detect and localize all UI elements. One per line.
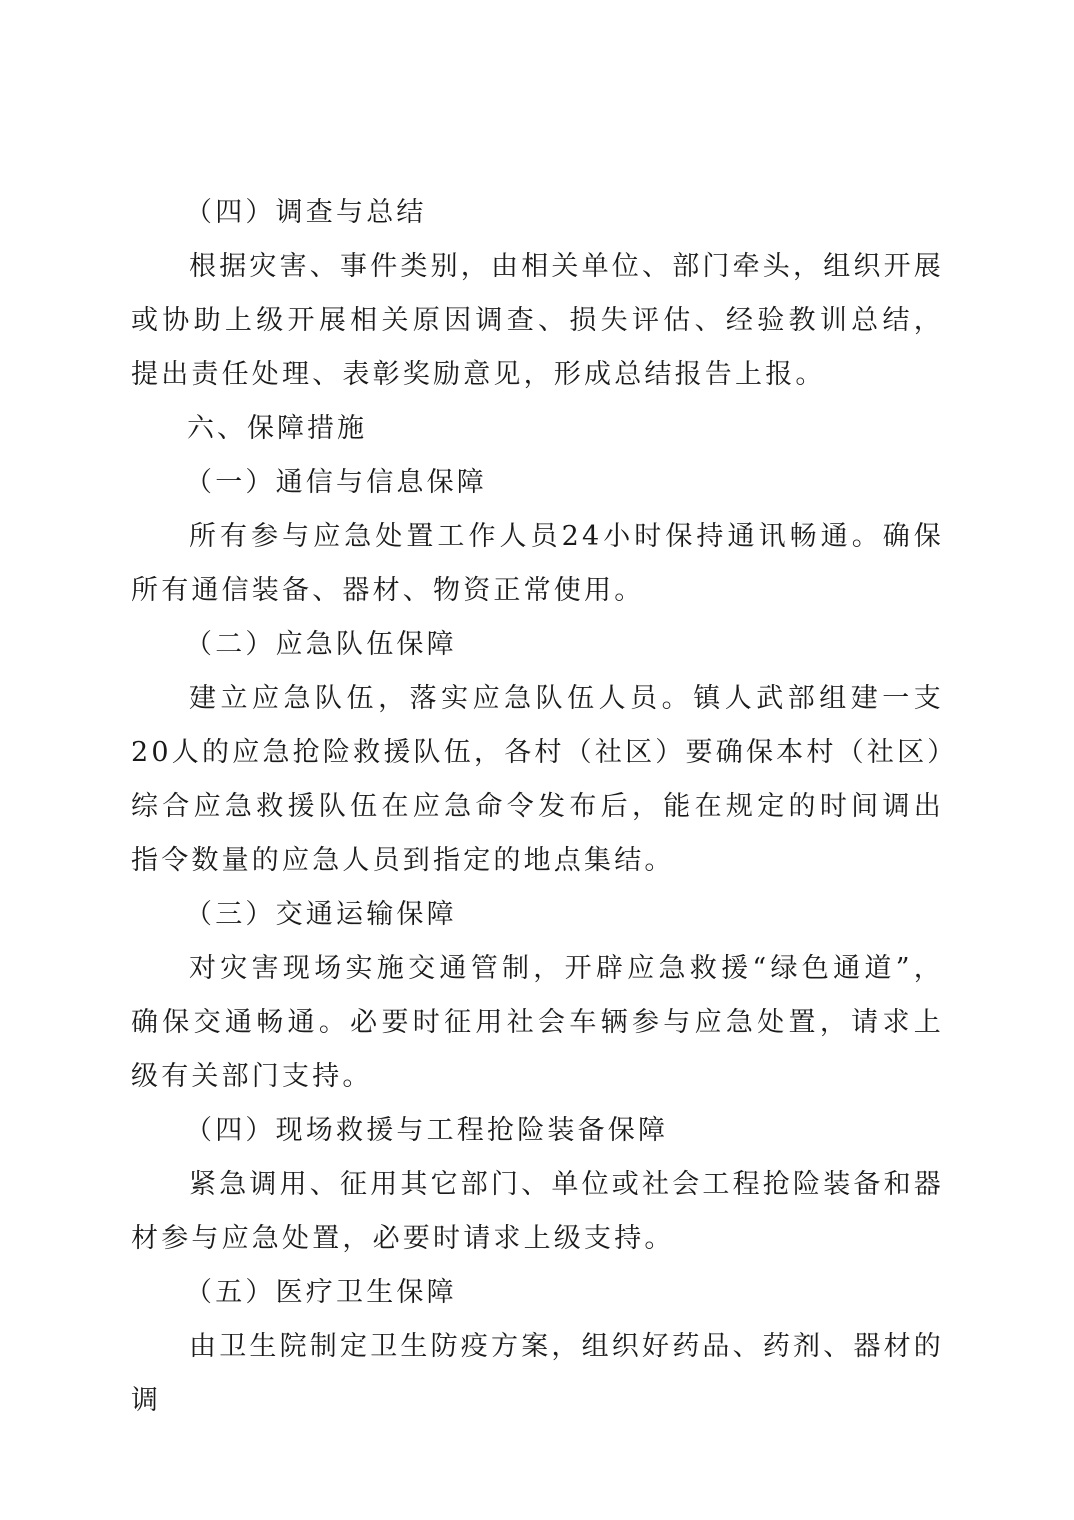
paragraph-medical: 由卫生院制定卫生防疫方案，组织好药品、药剂、器材的调 xyxy=(131,1331,944,1416)
subheading-equipment: （四）现场救援与工程抢险装备保障 xyxy=(185,1115,669,1146)
subheading-emergency-team: （二）应急队伍保障 xyxy=(185,629,457,660)
paragraph-transport: 对灾害现场实施交通管制，开辟应急救援“绿色通道”，确保交通畅通。必要时征用社会车辆参与应急处置，请求上级有关部门支持。 xyxy=(131,953,944,1092)
subheading-investigation-summary: （四）调查与总结 xyxy=(185,197,427,228)
document-page xyxy=(131,186,944,1428)
subheading-communication: （一）通信与信息保障 xyxy=(185,467,487,498)
paragraph-communication: 所有参与应急处置工作人员24小时保持通讯畅通。确保所有通信装备、器材、物资正常使用。 xyxy=(131,521,944,606)
section-heading-safeguards: 六、保障措施 xyxy=(187,413,367,444)
subheading-medical: （五）医疗卫生保障 xyxy=(185,1277,457,1308)
subheading-transport: （三）交通运输保障 xyxy=(185,899,457,930)
paragraph-emergency-team: 建立应急队伍，落实应急队伍人员。镇人武部组建一支20人的应急抢险救援队伍，各村（社区）要确保本村（社区）综合应急救援队伍在应急命令发布后，能在规定的时间调出指令数量的应急人员到指定的地点集结。 xyxy=(131,683,944,876)
paragraph-investigation-summary: 根据灾害、事件类别，由相关单位、部门牵头，组织开展或协助上级开展相关原因调查、损失评估、经验教训总结，提出责任处理、表彰奖励意见，形成总结报告上报。 xyxy=(131,251,944,390)
paragraph-equipment: 紧急调用、征用其它部门、单位或社会工程抢险装备和器材参与应急处置，必要时请求上级支持。 xyxy=(131,1169,944,1254)
